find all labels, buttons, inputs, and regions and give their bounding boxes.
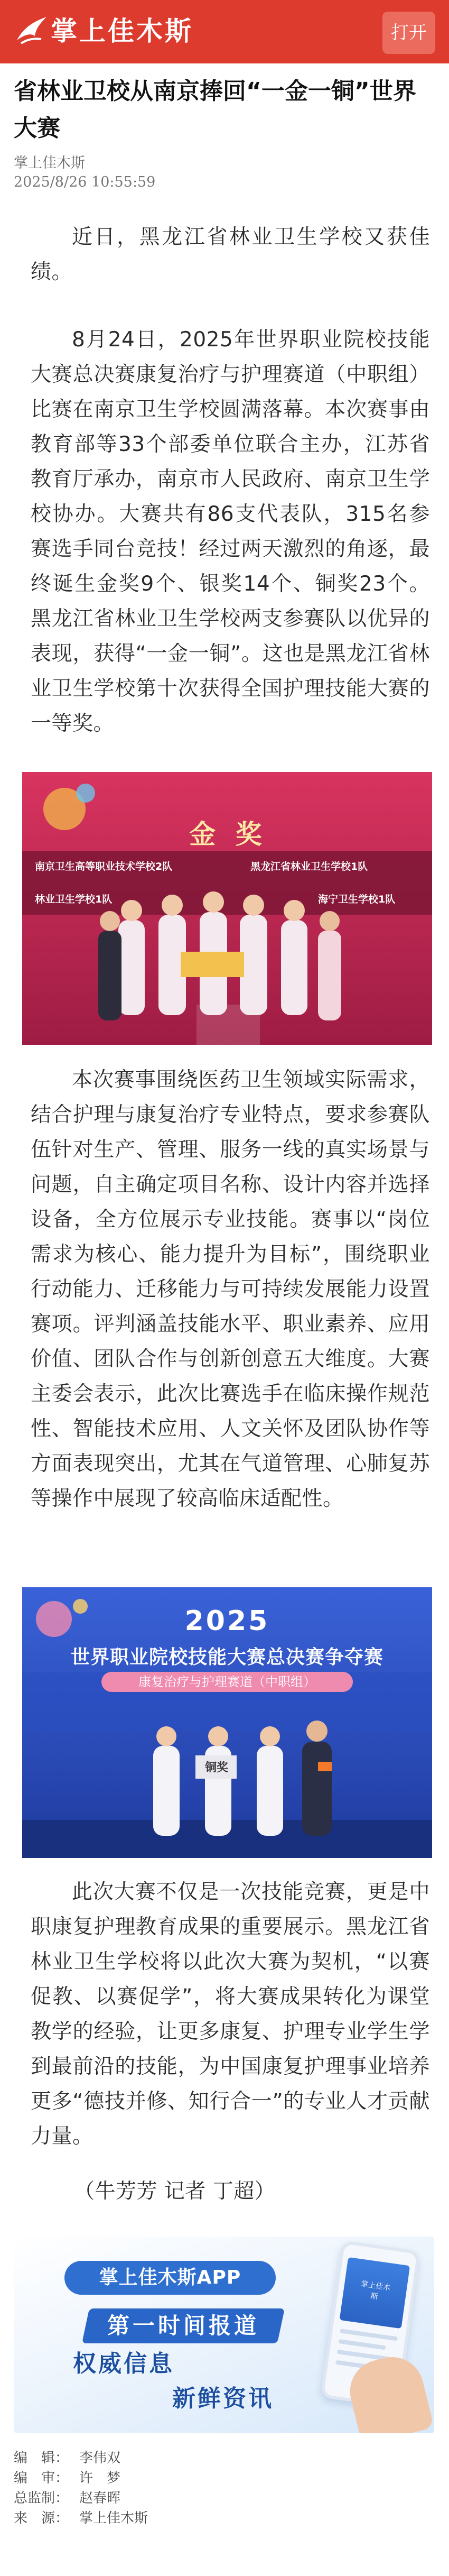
award-photo-bronze [22, 1587, 432, 1858]
open-app-button[interactable]: 打开 [382, 12, 435, 54]
credit-row-editor [14, 2448, 148, 2468]
credit-key: 来 源： [14, 2510, 69, 2526]
article-paragraph-2: 8月24日，2025年世界职业院校技能大赛总决赛康复治疗与护理赛道（中职组）比赛在南京卫生学校圆满落幕。本次赛事由教育部等33个部委单位联合主办，江苏省教育厅承办，南京市人民政府、南京卫生学校协办。大赛共有86支代表队，315名参赛选手同台竞技！经过两天激烈的角逐，最终诞生金奖9个、银奖14个、铜奖23个。黑龙江省林业卫生学校两支参赛队以优异的表现，获得“一金一铜”。这也是黑龙江省林业卫生学校第十次获得全国护理技能大赛的一等奖。 [31, 328, 430, 735]
article-paragraph-1: 近日，黑龙江省林业卫生学校又获佳绩。 [31, 225, 430, 284]
award-photo-bronze-year: 2025 [184, 1605, 270, 1637]
app-promo-name: 掌上佳木斯APP [64, 2261, 276, 2295]
phone-screen-line [338, 2339, 386, 2350]
article-source: 掌上佳木斯 [14, 155, 85, 171]
award-photo-gold-team-label-3: 林业卫生学校1队 [35, 894, 113, 905]
credit-key: 编 辑： [14, 2450, 69, 2466]
credit-key: 编 审： [14, 2470, 69, 2486]
article-paragraph-4: 此次大赛不仅是一次技能竞赛，更是中职康复护理教育成果的重要展示。黑龙江省林业卫生学校将以此次大赛为契机，“以赛促教、以赛促学”，将大赛成果转化为课堂教学的经验，让更多康复、护理专业学生学到最前沿的技能，为中国康复护理事业培养更多“德技并修、知行合一”的专业人才贡献力量。 [31, 1880, 430, 2148]
app-logo-icon [14, 13, 51, 50]
credit-value: 许 梦 [79, 2470, 121, 2486]
award-photo-gold [22, 772, 432, 1045]
app-promo-banner[interactable] [14, 2237, 434, 2433]
app-promo-slogan-1-text: 第一时间报道 [107, 2313, 259, 2339]
phone-screen-logo: 掌上佳木斯 [360, 2279, 391, 2302]
article-credits [14, 2448, 148, 2528]
article-title: 省林业卫校从南京捧回“一金一铜”世界大赛 [14, 78, 416, 142]
credit-value: 赵春晖 [79, 2490, 121, 2506]
credit-value: 掌上佳木斯 [79, 2510, 148, 2526]
award-photo-bronze-subheadline: 康复治疗与护理赛道（中职组） [101, 1672, 353, 1692]
credit-row-source [14, 2508, 148, 2528]
credit-key: 总监制： [14, 2490, 69, 2506]
app-promo-slogan-2: 权威信息 [73, 2350, 174, 2377]
article-paragraph-3: 本次赛事围绕医药卫生领域实际需求，结合护理与康复治疗专业特点，要求参赛队伍针对生产、管理、服务一线的真实场景与问题，自主确定项目名称、设计内容并选择设备，全方位展示专业技能。赛事以“岗位需求为核心、能力提升为目标”，围绕职业行动能力、迁移能力与可持续发展能力设置赛项。评判涵盖技能水平、职业素养、应用价值、团队合作与创新创意五大维度。大赛主委会表示，此次比赛选手在临床操作规范性、智能技术应用、人文关怀及团队协作等方面表现突出，尤其在气道管理、心肺复苏等操作中展现了较高临床适配性。 [31, 1068, 430, 1511]
credit-row-reviewer [14, 2468, 148, 2488]
app-promo-slogan-1 [82, 2308, 285, 2343]
credit-value: 李伟双 [79, 2450, 121, 2466]
top-bar [0, 0, 449, 63]
app-promo-slogan-3: 新鲜资讯 [172, 2385, 274, 2412]
award-photo-gold-team-label-4: 海宁卫生学校1队 [318, 894, 396, 905]
award-photo-gold-title: 金 奖 [189, 819, 267, 850]
credit-row-supervisor [14, 2488, 148, 2508]
phone-screen-line [340, 2329, 398, 2341]
article-datetime: 2025/8/26 10:55:59 [14, 174, 156, 190]
award-photo-bronze-headline: 世界职业院校技能大赛总决赛争夺赛 [70, 1646, 383, 1668]
app-brand-name: 掌上佳木斯 [51, 16, 193, 47]
article-byline: （牛芳芳 记者 丁超） [74, 2179, 276, 2203]
award-photo-bronze-medal-label: 铜奖 [204, 1761, 228, 1774]
award-photo-gold-team-label-1: 南京卫生高等职业技术学校2队 [35, 861, 173, 872]
award-photo-gold-team-label-2: 黑龙江省林业卫生学校1队 [250, 861, 368, 872]
